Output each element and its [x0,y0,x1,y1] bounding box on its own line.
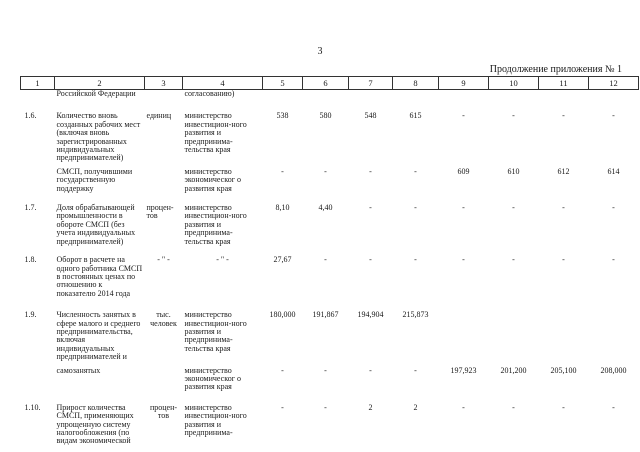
value-col10: 610 [507,166,520,176]
value-col6: - [324,166,327,176]
value-col11: 205,100 [550,365,577,375]
value-col12: 208,000 [600,365,627,375]
value-col7 [349,90,393,99]
indicator-name: Прирост количества СМСП, применяющих упрощенную систему налогообложения (по видам экономической [56,402,134,446]
table-row [21,298,639,361]
header-cell-1: 1 [21,77,55,90]
value-col10: - [512,111,515,121]
header-row [21,77,639,90]
value-col5: 27,67 [273,255,292,265]
value-col9: - [462,402,465,412]
header-cell-8: 8 [393,77,439,90]
value-col8: 615 [409,111,422,121]
indicator-name: Количество вновь созданных рабочих мест (включая вновь зарегистрированных индивидуальных предпринимателей) [56,111,141,163]
header-cell-11: 11 [539,77,589,90]
value-col6: 4,40 [318,203,333,213]
table-row [21,90,639,99]
value-col8: 215,873 [402,310,429,320]
value-col10: - [512,255,515,265]
column-number-header [21,77,639,90]
unit-cell: единиц [146,111,172,121]
responsible-ministry: согласованию) [184,89,235,98]
value-col12 [589,90,639,99]
value-col12: - [612,402,615,412]
indicator-name: Доля обрабатывающей промышленности в обороте СМСП (без учета индивидуальных предпринимателей) [56,203,136,246]
value-col9: - [462,255,465,265]
unit-cell [145,163,183,193]
indicator-name: Российской Федерации [56,89,136,98]
value-col10 [489,90,539,99]
header-cell-12: 12 [589,77,639,90]
row-number: 1.6. [24,111,37,121]
responsible-ministry: министерство экономическог о развития края [184,166,241,193]
value-col6: - [324,402,327,412]
indicator-name: Оборот в расчете на одного работника СМСП в постоянных ценах по отношению к показателю 2014 года [56,255,143,298]
value-col12: 614 [607,166,620,176]
row-number [21,163,55,193]
page-number: 3 [317,46,323,57]
value-col7: - [369,166,372,176]
value-col10: 201,200 [500,365,527,375]
value-col11: - [562,111,565,121]
value-col9: 197,923 [450,365,477,375]
value-col7: 548 [364,111,377,121]
value-col9: - [462,203,465,213]
table-row [21,392,639,446]
value-col11: - [562,203,565,213]
unit-cell: тыс. человек [150,310,177,328]
value-col9: 609 [457,166,470,176]
value-col10: - [512,203,515,213]
row-number: 1.7. [24,203,37,213]
row-number: 1.8. [24,255,37,265]
appendix-continuation-label: Продолжение приложения № 1 [489,64,622,75]
value-col6: 580 [319,111,332,121]
row-number: 1.9. [24,310,37,320]
value-col10 [489,298,539,361]
responsible-ministry: министерство инвестицион-ного развития и предпринима- [184,402,247,437]
value-col11 [539,298,589,361]
value-col6: 191,867 [312,310,339,320]
row-number: 1.10. [24,402,41,412]
value-col6 [303,90,349,99]
header-cell-5: 5 [263,77,303,90]
header-cell-3: 3 [145,77,183,90]
table-row [21,362,639,392]
responsible-ministry: министерство экономическог о развития края [184,365,241,392]
header-cell-4: 4 [183,77,263,90]
value-col9 [439,90,489,99]
value-col8 [393,90,439,99]
value-col7: - [369,203,372,213]
value-col5: - [281,365,284,375]
value-col8: - [414,365,417,375]
value-col5: - [281,166,284,176]
table-row [21,163,639,193]
row-number [21,362,55,392]
value-col5 [263,90,303,99]
value-col11 [539,90,589,99]
header-cell-10: 10 [489,77,539,90]
responsible-ministry: министерство инвестицион-ного развития и предпринима-тельства края [184,310,247,353]
value-col6: - [324,365,327,375]
indicator-name: самозанятых [56,365,101,375]
responsible-ministry: - " - [216,255,229,265]
value-col8: - [414,203,417,213]
header-cell-9: 9 [439,77,489,90]
value-col9 [439,298,489,361]
value-col8: 2 [413,402,418,412]
table-row [21,193,639,246]
value-col12: - [612,255,615,265]
value-col12 [589,298,639,361]
indicators-table-container [20,76,628,446]
unit-cell [145,90,183,99]
value-col5: 180,000 [269,310,296,320]
row-number [21,90,55,99]
value-col11: - [562,255,565,265]
value-col7: 194,904 [357,310,384,320]
value-col12: - [612,111,615,121]
unit-cell [145,362,183,392]
responsible-ministry: министерство инвестицион-ного развития и предпринима-тельства края [184,203,247,246]
value-col12: - [612,203,615,213]
value-col7: - [369,255,372,265]
header-cell-7: 7 [349,77,393,90]
unit-cell: - " - [157,255,170,265]
indicator-name: СМСП, получившими государственную поддержку [56,166,133,193]
value-col6: - [324,255,327,265]
unit-cell: процен-тов [149,402,178,421]
table-row [21,98,639,162]
value-col10: - [512,402,515,412]
value-col8: - [414,255,417,265]
responsible-ministry: министерство инвестицион-ного развития и предпринима-тельства края [184,111,247,155]
value-col7: - [369,365,372,375]
indicators-table [20,76,639,446]
table-row [21,246,639,298]
value-col11: 612 [557,166,570,176]
value-col5: - [281,402,284,412]
value-col11: - [562,402,565,412]
value-col5: 538 [276,111,289,121]
indicator-name: Численность занятых в сфере малого и среднего предпринимательства, включая индивидуальных предпринимателей и [56,310,141,362]
header-cell-2: 2 [55,77,145,90]
value-col9: - [462,111,465,121]
unit-cell: процен-тов [146,203,174,221]
header-cell-6: 6 [303,77,349,90]
value-col8: - [414,166,417,176]
value-col7: 2 [368,402,373,412]
value-col5: 8,10 [275,203,290,213]
